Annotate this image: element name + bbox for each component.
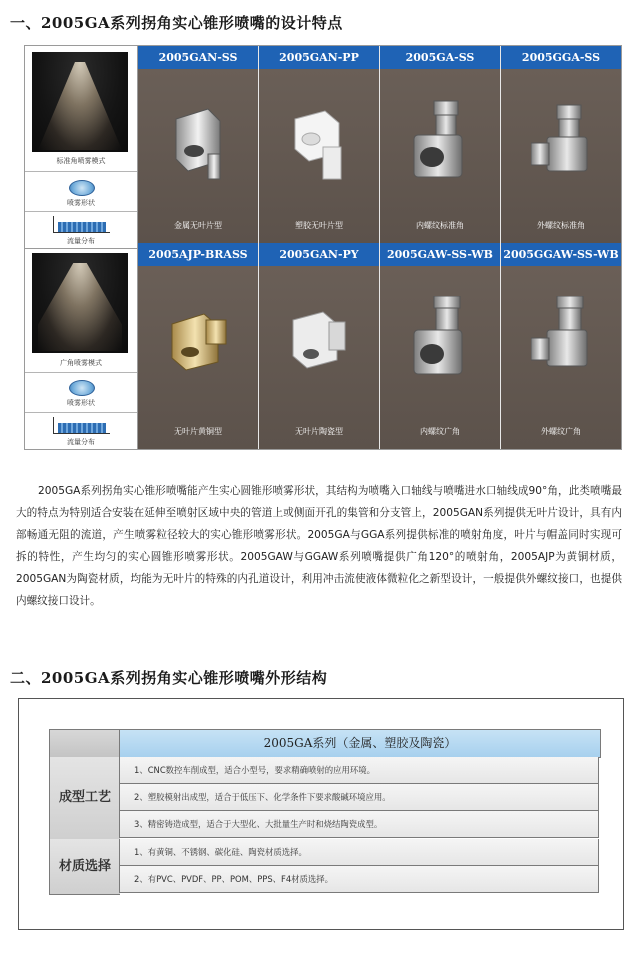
- nozzle-ceramic-icon: [289, 296, 349, 386]
- product-column-3: [380, 46, 500, 449]
- table-corner: [49, 729, 120, 758]
- table-header: 2005GA系列（金属、塑胶及陶瓷）: [119, 729, 601, 758]
- section-title-design-features: 一、2005GA系列拐角实心锥形喷嘴的设计特点: [10, 14, 343, 32]
- description-paragraph: 2005GA系列拐角实心锥形喷嘴能产生实心圆锥形喷雾形状，其结构为喷嘴入口轴线与喷嘴进水口轴线成90°角，此类喷嘴最大的特点为特别适合安装在延伸至喷射区域中央的管道上或侧面开孔的集管和分支管上，2005GAN系列提供无叶片设计，具有内部畅通无阻的流道，产生喷雾粒径较大的实心锥形喷雾形状。2005GA与GGA系列提供标准的喷射角度，叶片与帽盖同时实现可拆的特性，产生均匀的实心圆锥形喷雾形状。2005GAW与GGAW系列喷嘴提供广角120°的喷射角，2005AJP为黄铜材质，2005GAN为陶瓷材质，均能为无叶片的特殊的内孔道设计，利用冲击流使液体微粒化之新型设计，一般提供外螺纹接口，也提供内螺纹接口设计。: [16, 485, 622, 607]
- nozzle-internal-thread-icon: [410, 99, 470, 189]
- table-row: 2、塑胶模射出成型，适合于低压下、化学条件下要求酸碱环境应用。: [119, 784, 599, 811]
- spray-shape-icon: [69, 380, 95, 396]
- product-cell: [259, 69, 380, 243]
- flow-distribution-icon: [53, 216, 110, 233]
- spray-shape-icon: [69, 180, 95, 196]
- flow-distribution-icon: [53, 417, 110, 434]
- product-model: 2005GGA-SS: [501, 46, 621, 69]
- product-desc: 无叶片黄铜型: [174, 427, 222, 436]
- product-desc: 外螺纹标准角: [537, 221, 585, 230]
- product-desc: 外螺纹广角: [541, 427, 581, 436]
- product-cell: [380, 266, 501, 449]
- product-column-2: [259, 46, 379, 449]
- product-model: 2005AJP-BRASS: [138, 243, 259, 266]
- product-cell: [138, 266, 259, 449]
- nozzle-metal-icon: [168, 99, 228, 189]
- spray-pattern-column: [25, 46, 138, 449]
- product-cell: [259, 266, 380, 449]
- nozzle-external-thread-icon: [531, 99, 591, 189]
- product-model: 2005GAW-SS-WB: [380, 243, 501, 266]
- product-model: 2005GAN-SS: [138, 46, 259, 69]
- product-model: 2005GAN-PP: [259, 46, 380, 69]
- product-cell: [138, 69, 259, 243]
- product-desc: 无叶片陶瓷型: [295, 427, 343, 436]
- table-row: 1、有黄铜、不锈钢、碳化硅、陶瓷材质选择。: [119, 839, 599, 866]
- product-column-4: [501, 46, 621, 449]
- section-title-structure: 二、2005GA系列拐角实心锥形喷嘴外形结构: [10, 669, 328, 687]
- category-material: 材质选择: [49, 839, 120, 895]
- product-grid: [24, 45, 622, 450]
- wide-spray-photo: [32, 253, 128, 353]
- flow-distribution-label: 流量分布: [67, 237, 95, 245]
- nozzle-brass-icon: [168, 296, 228, 386]
- product-desc: 塑胶无叶片型: [295, 221, 343, 230]
- product-cell: [501, 266, 621, 449]
- spray-shape-label: 喷雾形状: [67, 399, 95, 407]
- product-column-1: [138, 46, 258, 449]
- product-model: 2005GA-SS: [380, 46, 501, 69]
- wide-spray-label: 广角喷雾模式: [60, 359, 102, 367]
- category-forming: 成型工艺: [49, 757, 120, 840]
- product-cell: [501, 69, 621, 243]
- table-row: 3、精密铸造成型，适合于大型化、大批量生产时和烧结陶瓷成型。: [119, 811, 599, 838]
- table-row: 2、有PVC、PVDF、PP、POM、PPS、F4材质选择。: [119, 866, 599, 893]
- product-cell: [380, 69, 501, 243]
- nozzle-wide-internal-icon: [410, 296, 470, 386]
- flow-distribution-label: 流量分布: [67, 438, 95, 446]
- product-model: 2005GAN-PY: [259, 243, 380, 266]
- table-row: 1、CNC数控车削成型，适合小型号，要求精确喷射的应用环境。: [119, 757, 599, 784]
- spray-shape-label: 喷雾形状: [67, 199, 95, 207]
- nozzle-plastic-icon: [289, 99, 349, 189]
- product-desc: 金属无叶片型: [174, 221, 222, 230]
- product-model: 2005GGAW-SS-WB: [501, 243, 621, 266]
- product-desc: 内螺纹广角: [420, 427, 460, 436]
- structure-table-frame: [18, 698, 624, 930]
- standard-spray-photo: [32, 52, 128, 152]
- product-desc: 内螺纹标准角: [416, 221, 464, 230]
- standard-spray-label: 标准角喷雾模式: [56, 157, 106, 165]
- nozzle-wide-external-icon: [531, 296, 591, 386]
